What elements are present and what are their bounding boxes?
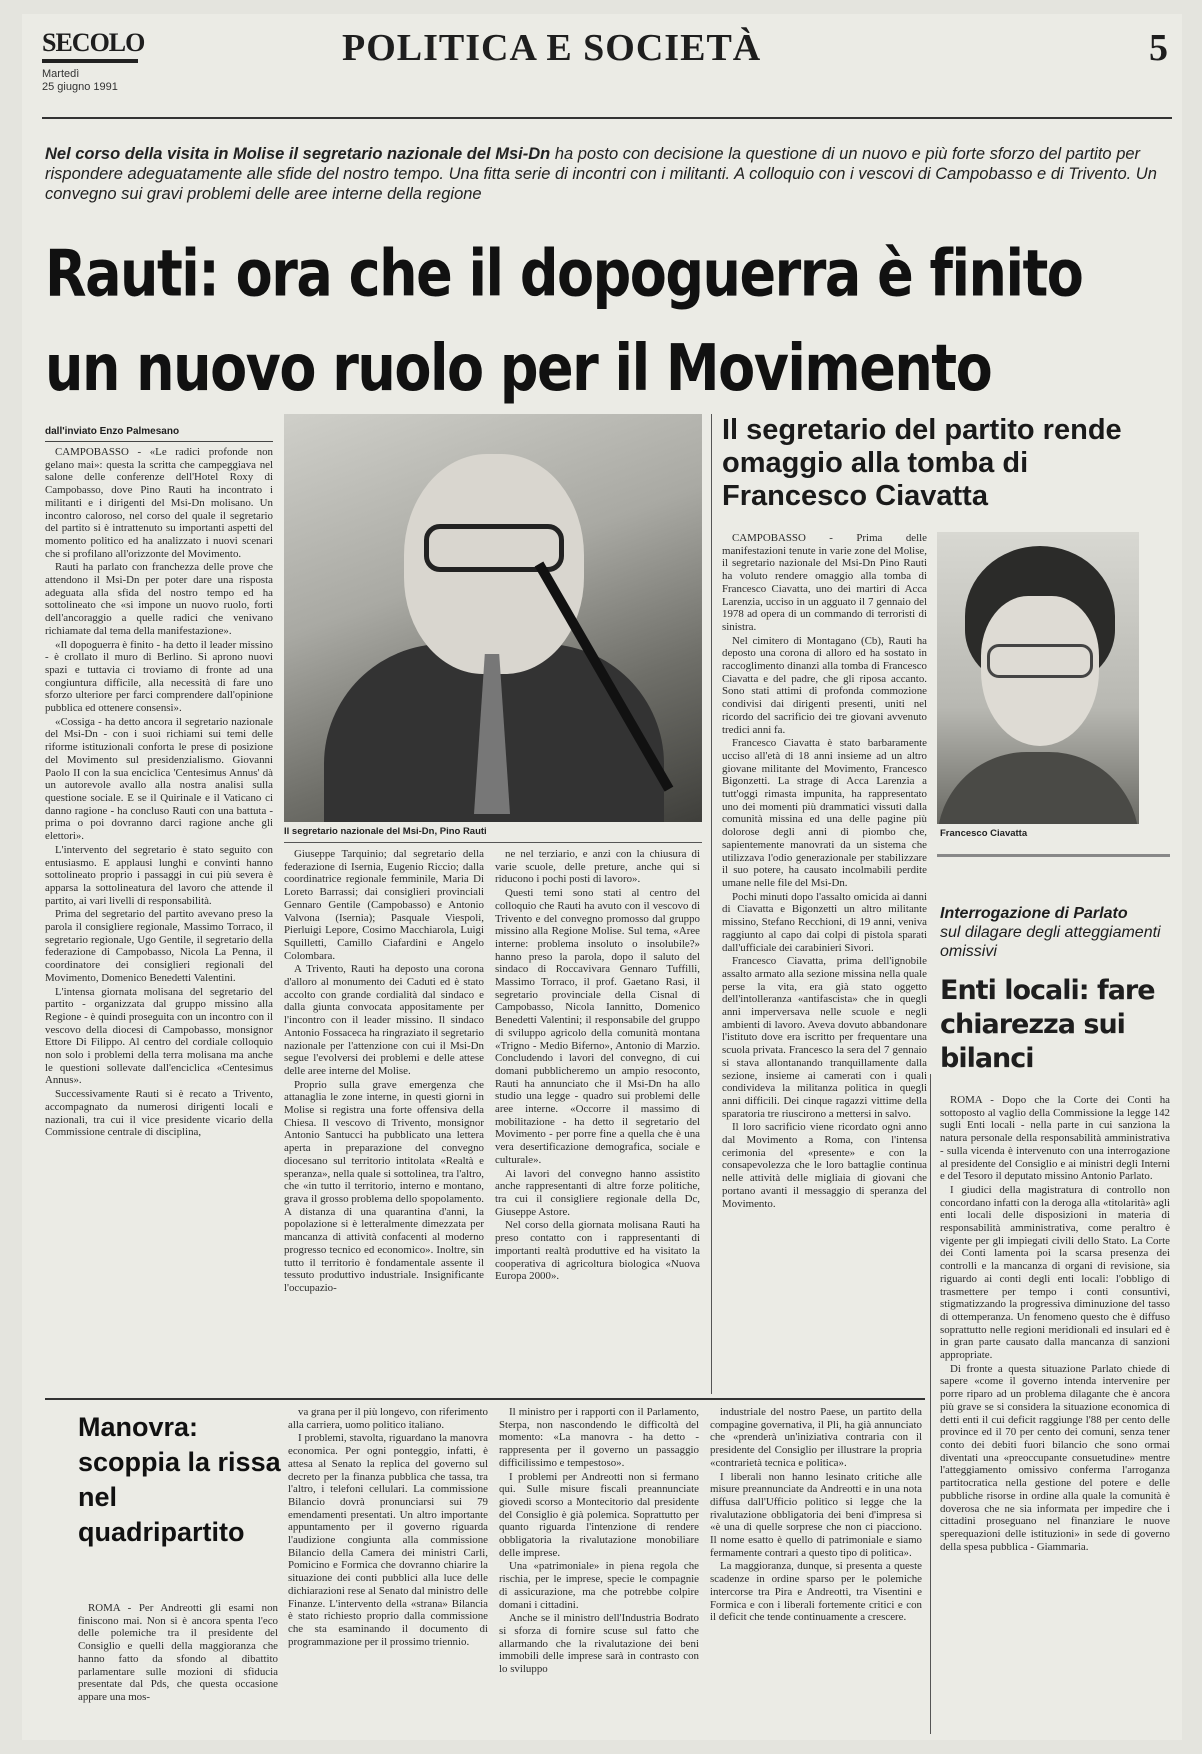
photo-caption: Il segretario nazionale del Msi-Dn, Pino Rauti — [284, 826, 487, 837]
bottom-article-column-4 — [710, 1406, 922, 1730]
paragraph: A Trivento, Rauti ha deposto una corona d'alloro al monumento dei Caduti ed è stato accolto con grande cordialità dal sindaco e dalla giunta convocata appositamente per l'incontro con il leader missino. Il sindaco Antonio Fossaceca ha ringraziato il segretario nazionale per l'attenzione con cui il Msi-Dn segue l'evolversi dei problemi e delle attese delle aree interne del Molise. — [284, 963, 484, 1077]
paragraph: Pochi minuti dopo l'assalto omicida ai danni di Ciavatta e Bigonzetti un altro militante missino, Stefano Recchioni, di 19 anni, veniva raggiunto al capo dai colpi di pistola sparati dall'ufficiale dei carabinieri Sivori. — [722, 890, 927, 954]
paragraph: Prima del segretario del partito avevano preso la parola il consigliere regionale, Massimo Torraco, il segretario regionale, Ugo Gentile, il segretario della federazione di Campobasso, Nicola La Penna, il coordinatore dei consiglieri regionali del Movimento, Domenico Benedetti Valentini. — [45, 908, 273, 984]
paragraph: Di fronte a questa situazione Parlato chiede di sapere «come il governo intenda intervenire per porre riparo ad un problema dilagante che è ancora più grave se si considera la situazione economica di detti enti il cui deficit raggiunge l'88 per cento delle province ed il 70 per cento dei comuni, senza tener conto dei debiti fuori bilancio che sono ormai diventati una «preoccupante consuetudine» mentre l'atteggiamento omissivo conferma l'arroganza partitocratica nella gestione del potere e delle pubbliche risorse in ordine alla quale la comunità è doverosa che ne sia informata per impedire che i cittadini proseguano nel finanziare le nuove sperequazioni delle istituzioni» in sede di governo della spesa pubblica - Giammaria. — [940, 1362, 1170, 1553]
box-kicker — [940, 904, 1170, 961]
paragraph: Il loro sacrificio viene ricordato ogni anno dal Movimento a Roma, con l'intensa cerimonia del «presente» e con la consapevolezza che le loro battaglie continua nelle attività delle migliaia di giovani che portano avanti il messaggio di speranza del Movimento. — [722, 1121, 927, 1210]
kicker-lead: Nel corso della visita in Molise il segretario nazionale del Msi-Dn — [45, 145, 551, 163]
caption-rule — [284, 842, 702, 843]
paragraph: I giudici della magistratura di controllo non concordano infatti con la deroga alla «titolarità» agli enti locali delle disposizioni in materia di responsabilità amministrativa, come peraltro è vigente per gli impiegati civili dello Stato. La Corte dei Conti lamenta poi la scarsa presenza dei controlli e la mancanza di organi di revisione, sia riguardo ai conti degli enti locali: l'obbligo di trasmettere per tempo i conti consuntivi, stigmatizzando la progressiva diminuzione del tasso di ottemperanza. Un fenomeno questo che è diffuso soprattutto nelle regioni meridionali ed insulari ed è in gran parte causato dalla mancanza di sanzioni appropriate. — [940, 1183, 1170, 1362]
paragraph: va grana per il più longevo, con riferimento alla carriera, uomo politico italiano. — [288, 1406, 488, 1431]
dateline — [42, 68, 118, 94]
main-headline — [45, 227, 1175, 416]
byline: dall'inviato Enzo Palmesano — [45, 426, 180, 437]
portrait-caption: Francesco Ciavatta — [940, 828, 1028, 839]
paragraph: «Il dopoguerra è finito - ha detto il leader missino - è crollato il muro di Berlino. Si aprono nuovi spazi e tuttavia ci troviamo di fronte ad una congiuntura difficile, alla necessità di fare uno sforzo ulteriore per farci comprendere dall'opinione pubblica ed ottenere consensi». — [45, 638, 273, 715]
bottom-article-column-3 — [499, 1406, 699, 1730]
box-article-column — [940, 1094, 1170, 1730]
box-rule — [937, 854, 1170, 857]
paragraph: «Cossiga - ha detto ancora il segretario nazionale del Msi-Dn - con i suoi richiami sui temi delle riforme istituzionali conforta le prese di posizione del Movimento sul presidenzialismo. Giovanni Paolo II con la sua enciclica 'Centesimus Annus' dà un autorevole avallo alla nostra analisi sulla questione sociale. E se il Quirinale e il Vaticano ci danno ragione - ha concluso Rauti con una battuta - prima o poi dovranno darci ragione anche gli elettori». — [45, 715, 273, 843]
newspaper-page — [22, 14, 1182, 1740]
dateline-date: 25 giugno 1991 — [42, 81, 118, 93]
box-kicker-rest: sul dilagare degli atteggiamenti omissivi — [940, 924, 1161, 960]
paragraph: ne nel terziario, e anzi con la chiusura di varie scuole, delle preture, anche qui si riducono i pochi posti di lavoro». — [495, 848, 700, 886]
paragraph: Giuseppe Tarquinio; dal segretario della federazione di Isernia, Eugenio Riccio; dalla coordinatrice regionale femminile, Maria Di Loreto Barrassi; dai consiglieri provinciali Gennaro Gentile (Campobasso) e Antonio Valvona (Isernia); Pasquale Viespoli, Pierluigi Lepore, Cosimo Macchiarola, Luigi Squilletti, Camillo Ciafardini e Angelo Colombara. — [284, 848, 484, 962]
box-headline: Enti locali: fare chiarezza sui bilanci — [940, 975, 1155, 1074]
paragraph: Questi temi sono stati al centro del colloquio che Rauti ha avuto con il vescovo di Trivento e del convegno promosso dal gruppo missino alla Regione Molise. Sul tema, «Aree interne: problema insoluto o insolubile?» hanno preso la parola, dopo il saluto del sindaco di Roccavivara Gennaro Tuffilli, Massimo Torraco, il prof. Gaetano Rasi, il segretario provinciale della Cisnal di Campobasso, Nicola Iannitto, Domenico Benedetti Valentini; il responsabile del gruppo di sviluppo agricolo della comunità montana «Trigno - Medio Biferno», Antonio di Marzio. Concludendo i lavori del convegno, di cui domani pubblicheremo un ampio resoconto, Rauti ha annunciato che il Msi-Dn ha allo studio una legge - quadro sui problemi delle aree interne. «Occorre il massimo di mobilitazione - ha detto il segretario del Movimento - per porre fine a quella che è una vera desertificazione demografica, sociale e culturale». — [495, 887, 700, 1166]
main-kicker — [45, 144, 1165, 204]
byline-rule — [45, 441, 273, 442]
section-title: POLITICA E SOCIETÀ — [342, 27, 762, 69]
paragraph: Francesco Ciavatta è stato barbaramente ucciso all'età di 18 anni insieme ad un altro giovane militante del Movimento, Francesco Bigonzetti. La strage di Acca Larenzia a tutt'oggi rimasta impunita, ha rappresentato uno dei momenti più drammatici vissuti dalla comunità missina ed una delle pagine più dolorose degli anni di piombo che, sapientemente manovrati da un sistema che utilizzava l'odio generazionale per stabilizzare il suo potere, ha causato incolmabili perdite umane nelle file del Msi-Dn. — [722, 737, 927, 889]
paragraph: Successivamente Rauti si è recato a Trivento, accompagnato da numerosi dirigenti locali e nazionali, tra cui il vice presidente vicario della Commissione centrale di disciplina, — [45, 1088, 273, 1139]
top-rule — [42, 117, 1172, 119]
bottom-article-column-1 — [78, 1602, 278, 1730]
newspaper-logo: SECOLO — [42, 28, 144, 63]
paragraph: I problemi per Andreotti non si fermano qui. Sulle misure fiscali preannunciate giovedì scorso a Montecitorio dal presidente del Consiglio è già polemica. Soprattutto per quanto riguarda l'intenzione di rendere obbligatoria la rivalutazione monobiliare delle imprese. — [499, 1470, 699, 1559]
kicker-rest: ha posto con decisione la questione di un nuovo e più forte sforzo del partito per rispondere adeguatamente alle sfide del nostro tempo. Una fitta serie di incontri con i militanti. A colloquio con i vescovi di Campobasso e di Trivento. Un convegno sui gravi problemi delle aree interne della regione — [45, 145, 1157, 203]
paragraph: CAMPOBASSO - «Le radici profonde non gelano mai»: questa la scritta che campeggiava nel salone delle conferenze dell'Hotel Roxy di Campobasso, dove Pino Rauti ha incontrato i militanti e i dirigenti del Msi-Dn molisano. Un incontro caloroso, nel corso del quale il segretario del partito si è intrattenuto su importanti aspetti del momento politico ed ha analizzato i nuovi scenari che si profilano all'orizzonte del Movimento. — [45, 446, 273, 560]
main-article-column-3 — [495, 848, 700, 1392]
paragraph: I liberali non hanno lesinato critiche alle misure preannunciate da Andreotti e in una nota diffusa dall'Ufficio politico si legge che la rivalutazione obbligatoria dei beni d'impresa si «è una di quelle sorprese che non ci piacciono. Il nome esatto è quello di patrimoniale e siamo fermamente contrari a questo tipo di politica». — [710, 1470, 922, 1559]
page-number: 5 — [1149, 27, 1168, 69]
ciavatta-portrait — [937, 532, 1139, 824]
paragraph: Rauti ha parlato con franchezza delle prove che attendono il Msi-Dn per poter dare una risposta adeguata alla sfida del nostro tempo ed ha sottolineato che «si impone un nuovo ruolo, forti dell'ancoraggio a quelle radici che venivano richiamate dal tema della manifestazione». — [45, 561, 273, 637]
paragraph: Nel cimitero di Montagano (Cb), Rauti ha deposto una corona di alloro ed ha sostato in raccoglimento dinanzi alla tomba di Francesco Ciavatta e del padre, che gli riposa accanto. Sono stati attimi di profonda commozione condivisi dai dirigenti presenti, uniti nel ricordo del sacrificio dei tre giovani avvenuto tredici anni fa. — [722, 634, 927, 736]
paragraph: CAMPOBASSO - Prima delle manifestazioni tenute in varie zone del Molise, il segretario nazionale del Msi-Dn Pino Rauti ha voluto rendere omaggio alla tomba di Francesco Ciavatta, uno dei martiri di Acca Larenzia, ucciso in un agguato il 7 gennaio del 1978 ad opera di un commando di terroristi di sinistra. — [722, 532, 927, 633]
headline-line-2: un nuovo ruolo per il Movimento — [45, 330, 992, 406]
masthead — [42, 22, 1172, 117]
paragraph: La maggioranza, dunque, si presenta a queste scadenze in ordine sparso per le polemiche intercorse tra Pira e Andreotti, tra Visentini e Formica e con i liberali fortemente critici e con il deficit che tende continuamente a crescere. — [710, 1560, 922, 1624]
paragraph: I problemi, stavolta, riguardano la manovra economica. Per ogni ponteggio, infatti, è attesa al Senato la replica del governo sul decreto per la finanza pubblica che tassa, tra l'altro, i telefoni cellulari. La commissione Bilancio dovrà pronunciarsi sui 79 emendamenti presentati. Un altro importante appuntamento per il governo riguarda l'audizione congiunta alla commissione Bilancio della Camera dei ministri Carli, Pomicino e Formica che dovranno chiarire la situazione dei conti pubblici alla luce delle dichiarazioni rese al Senato dal ministro delle Finanze. L'intervento della «strana» Bilancia è stato richiesto proprio dalla commissione che sta esaminando il documento di programmazione per il prossimo triennio. — [288, 1432, 488, 1648]
dateline-day: Martedì — [42, 68, 80, 80]
sidebar-headline: Il segretario del partito rende omaggio alla tomba di Francesco Ciavatta — [722, 414, 1122, 512]
bottom-article-column-2 — [288, 1406, 488, 1730]
paragraph: Una «patrimoniale» in piena regola che rischia, per le imprese, specie le compagnie di assicurazione, ma che potrebbe colpire domani i cittadini. — [499, 1560, 699, 1611]
box-kicker-bold: Interrogazione di Parlato — [940, 905, 1128, 922]
main-article-column-1 — [45, 446, 273, 1392]
paragraph: ROMA - Dopo che la Corte dei Conti ha sottoposto al vaglio della Commissione la legge 142 sugli Enti locali - nella parte in cui sanziona la natura personale della responsabilità amministrativa - sulla vicenda è intervenuto con una interrogazione al presidente del Consiglio e ai ministri degli Interni e del Tesoro il deputato missino Antonio Parlato. — [940, 1094, 1170, 1183]
column-rule — [711, 414, 712, 1394]
paragraph: Proprio sulla grave emergenza che attanaglia le zone interne, in questi giorni in Molise si registra una forte offensiva della Chiesa. Il vescovo di Trivento, monsignor Antonio Santucci ha pubblicato una lettera aperta in preparazione del convegno diocesano sul territorio intitolata «Realtà e speranza», nella quale si sottolinea, tra l'altro, che «in tutto il territorio, interno e montano, grava il grosso problema dello spopolamento. A distanza di una quarantina d'anni, la popolazione si è letteralmente dimezzata per mancanza di attività confacenti al moderno progresso tecnico ed economico». Inoltre, sin tutto il territorio è fondamentale assente il tessuto produttivo industriale. Insignificante l'occupazio- — [284, 1078, 484, 1294]
headline-line-1: Rauti: ora che il dopoguerra è finito — [45, 236, 1083, 311]
paragraph: Anche se il ministro dell'Industria Bodrato si sforza di fornire scuse sul fatto che allarmando che la rivalutazione dei beni immobili delle imprese sarà in contrasto con lo sviluppo — [499, 1612, 699, 1676]
column-rule — [930, 1074, 931, 1734]
paragraph: L'intervento del segretario è stato seguito con entusiasmo. E applausi lunghi e convinti hanno sottolineato proprio i passaggi in cui più severa è apparsa la sottolineatura del lavoro che attende il partito, ai vari livelli di responsabilità. — [45, 843, 273, 907]
paragraph: Nel corso della giornata molisana Rauti ha preso contatto con i rappresentanti di importanti realtà produttive ed ha visitato la cooperativa di agricoltura biologica «Nuova Europa 2000». — [495, 1219, 700, 1283]
bottom-headline: Manovra: scoppia la rissa nel quadripartito — [78, 1412, 281, 1547]
paragraph: Francesco Ciavatta, prima dell'ignobile assalto armato alla sezione missina nella quale perse la vita, era già stato oggetto dell'intolleranza «antifascista» che in quegli anni imperversava nelle scuole e negli ambienti di lavoro. Aveva dovuto abbandonare l'istituto dove era iscritto per frequentare una scuola privata. Francesco la sera del 7 gennaio si stava allontanando tranquillamente dalla sezione, insieme ai camerati con i quali condivideva la militanza politica in quegli anni difficili. Dei cinque ragazzi vittime della sparatoria tre riuscirono a mettersi in salvo. — [722, 955, 927, 1120]
sidebar-article-column — [722, 532, 927, 1392]
paragraph: Ai lavori del convegno hanno assistito anche rappresentanti di altre forze politiche, tra cui il consigliere regionale della Dc, Giuseppe Astore. — [495, 1167, 700, 1218]
paragraph: ROMA - Per Andreotti gli esami non finiscono mai. Non si è ancora spenta l'eco delle polemiche tra il presidente del Consiglio e quelli della maggioranza che hanno fatto da sfondo al dibattito parlamentare sulle mozioni di sfiducia presentate dal Pds, che questa occasione appare una mos- — [78, 1602, 278, 1703]
paragraph: L'intensa giornata molisana del segretario del partito - organizzata dal gruppo missino alla Regione - è quindi proseguita con un incontro con il vescovo della diocesi di Campobasso, monsignor Ettore Di Filippo. Al centro del cordiale colloquio non solo i problemi della terra molisana ma anche le questioni sollevate dall'enciclica «Centesimus Annus». — [45, 985, 273, 1087]
rauti-photo — [284, 414, 702, 822]
main-article-column-2 — [284, 848, 484, 1392]
paragraph: Il ministro per i rapporti con il Parlamento, Sterpa, non nascondendo le difficoltà del momento: «La manovra - ha detto - rappresenta per il governo un passaggio difficilissimo e tempestoso». — [499, 1406, 699, 1469]
paragraph: industriale del nostro Paese, un partito della compagine governativa, il Pli, ha già annunciato che «prenderà un'iniziativa contraria con il presidente del Consiglio per illustrare la propria «contrarietà tecnica e politica». — [710, 1406, 922, 1469]
bottom-article-rule — [45, 1398, 925, 1400]
